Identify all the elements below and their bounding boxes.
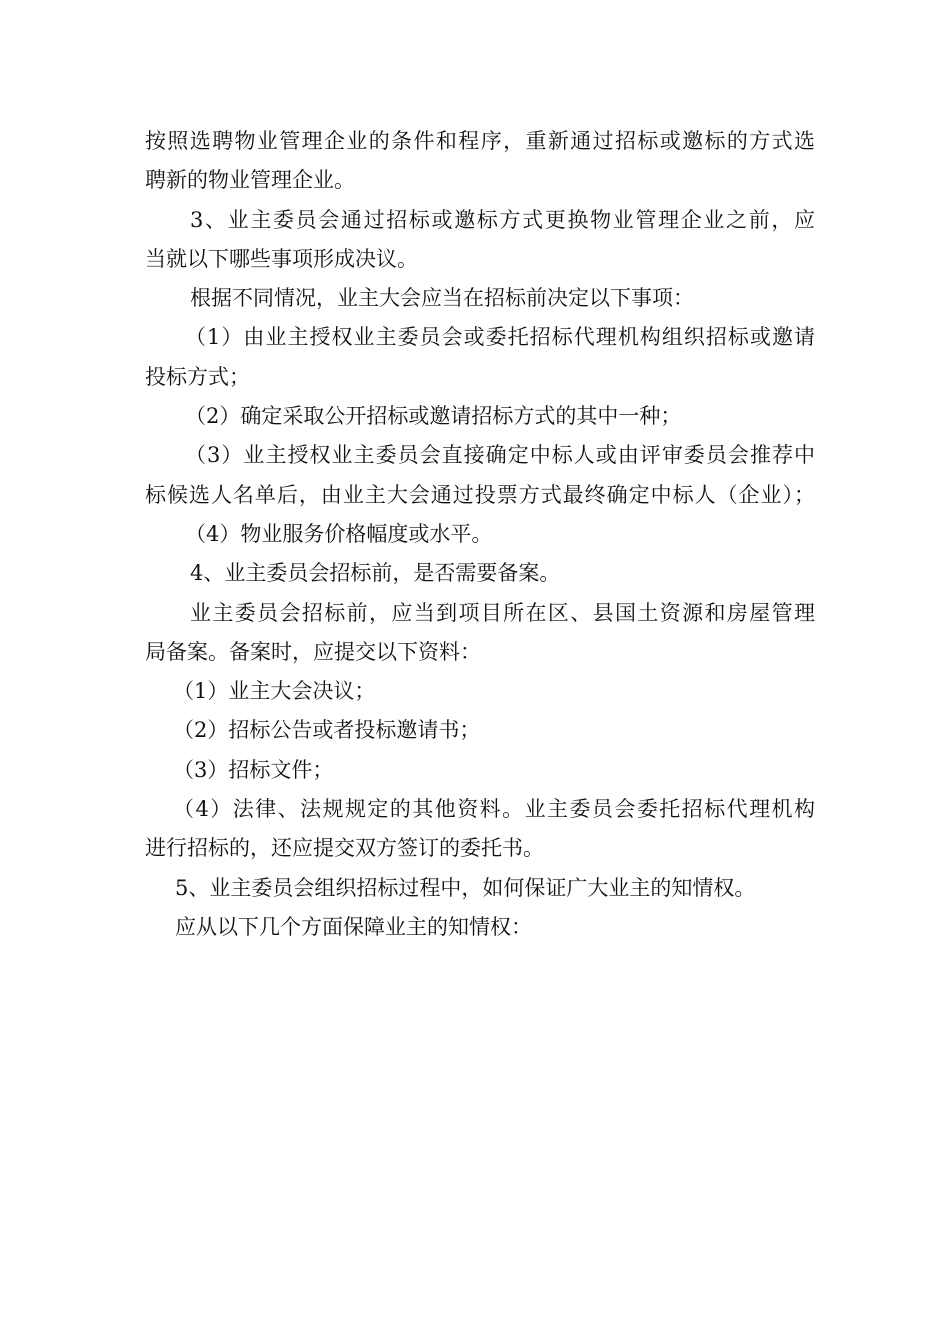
text-line: 根据不同情况，业主大会应当在招标前决定以下事项： xyxy=(190,286,694,311)
section-heading-5: 5、业主委员会组织招标过程中，如何保证广大业主的知情权。 xyxy=(175,875,756,900)
text-line: 业主委员会招标前，应当到项目所在区、县国土资源和房屋管理 xyxy=(190,600,815,625)
list-item: （2）招标公告或者投标邀请书； xyxy=(173,718,481,743)
list-item: （4）物业服务价格幅度或水平。 xyxy=(185,521,493,546)
list-item: （3）招标文件； xyxy=(173,757,334,782)
text-line: 应从以下几个方面保障业主的知情权： xyxy=(175,914,532,939)
text-line: 投标方式； xyxy=(145,364,250,389)
section-heading-4: 4、业主委员会招标前，是否需要备案。 xyxy=(190,561,561,586)
list-item: （1）由业主授权业主委员会或委托招标代理机构组织招标或邀请 xyxy=(185,325,815,350)
text-line: 局备案。备案时，应提交以下资料： xyxy=(145,639,481,664)
list-item: （3）业主授权业主委员会直接确定中标人或由评审委员会推荐中 xyxy=(185,443,815,468)
section-heading-3: 3、业主委员会通过招标或邀标方式更换物业管理企业之前，应 xyxy=(190,207,815,232)
text-line: 当就以下哪些事项形成决议。 xyxy=(145,246,418,271)
list-item: （4）法律、法规规定的其他资料。业主委员会委托招标代理机构 xyxy=(173,797,815,822)
list-item: （2）确定采取公开招标或邀请招标方式的其中一种； xyxy=(185,404,682,429)
text-line: 进行招标的，还应提交双方签订的委托书。 xyxy=(145,836,544,861)
text-line: 按照选聘物业管理企业的条件和程序，重新通过招标或邀标的方式选 xyxy=(145,129,815,153)
text-line: 聘新的物业管理企业。 xyxy=(145,168,355,193)
document-body xyxy=(145,122,815,947)
list-item: （1）业主大会决议； xyxy=(173,679,376,704)
text-line: 标候选人名单后，由业主大会通过投票方式最终确定中标人（企业）； xyxy=(145,482,815,507)
